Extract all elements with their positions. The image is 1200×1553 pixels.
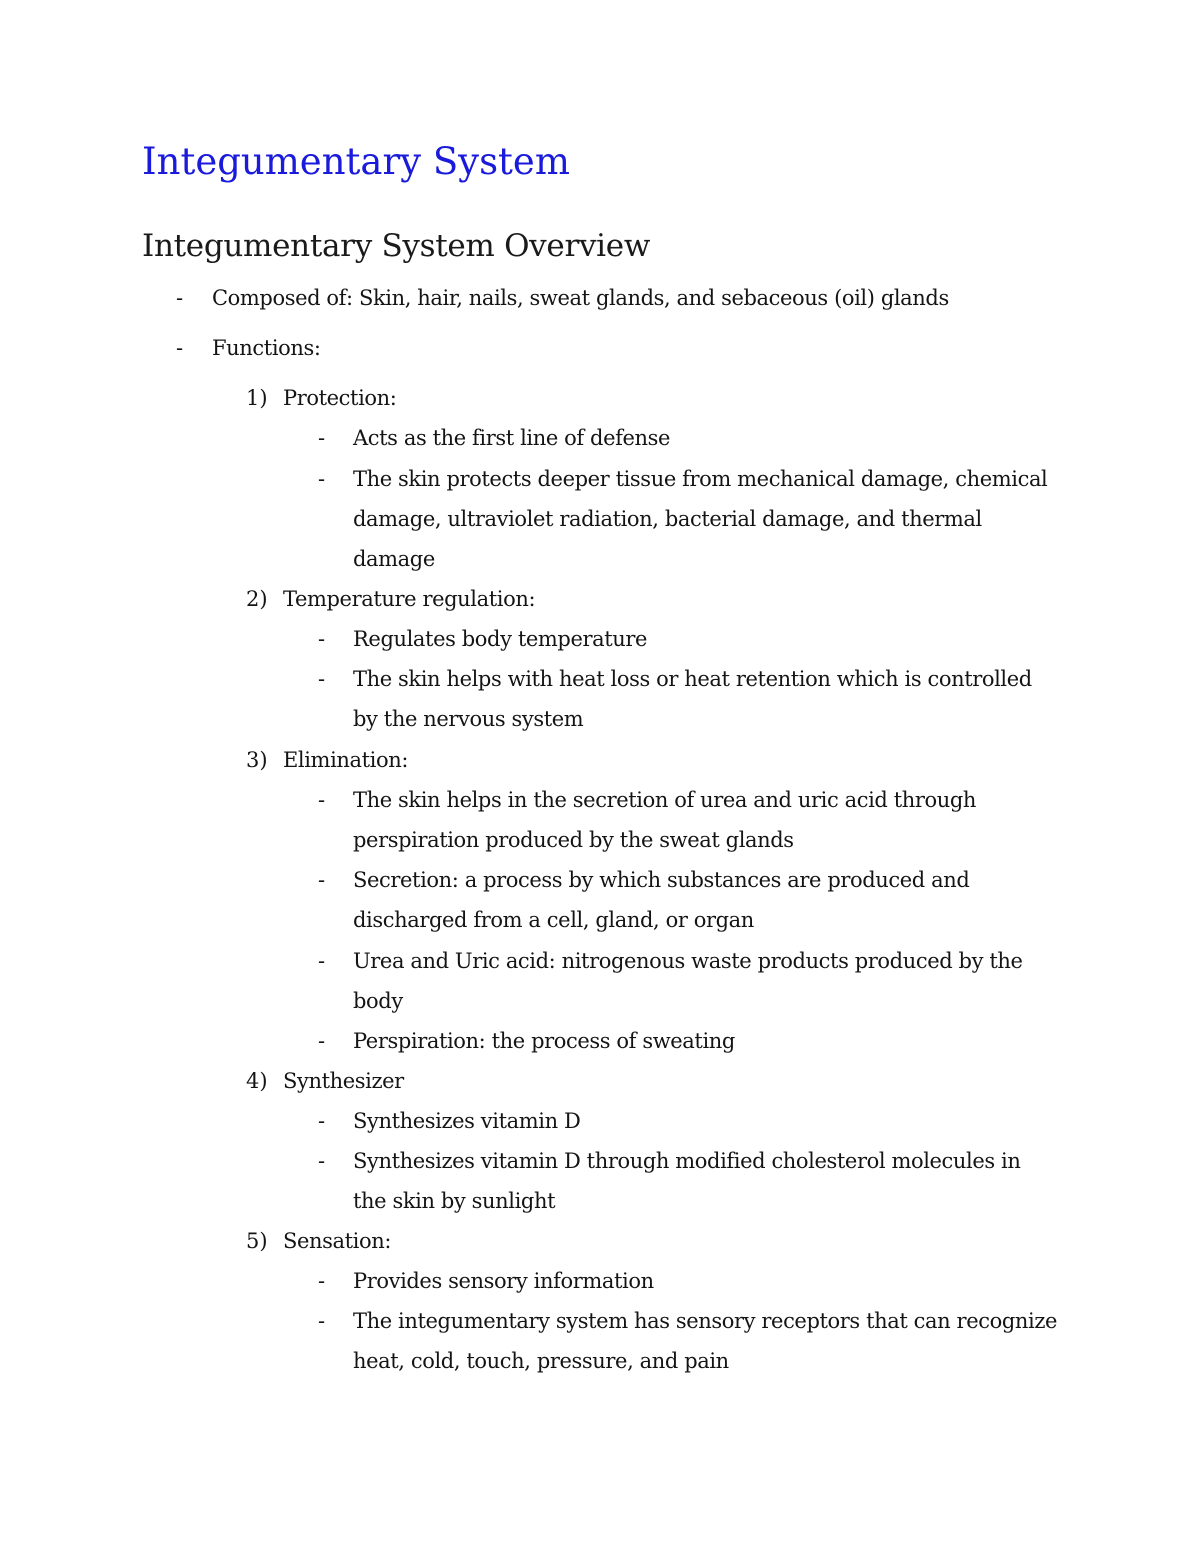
list-number: 2) [246, 587, 268, 611]
list-number: 4) [246, 1069, 268, 1093]
bullet-marker: - [318, 1109, 326, 1133]
list-item: Synthesizes vitamin D [353, 1109, 581, 1133]
function-label: Sensation: [283, 1229, 392, 1253]
function-label: Temperature regulation: [283, 587, 536, 611]
list-item: Perspiration: the process of sweating [353, 1029, 735, 1053]
function-label: Elimination: [283, 748, 409, 772]
list-number: 3) [246, 748, 268, 772]
list-number: 5) [246, 1229, 268, 1253]
bullet-marker: - [318, 1029, 326, 1053]
list-item-continuation: perspiration produced by the sweat glands [353, 828, 794, 852]
section-heading: Integumentary System Overview [142, 228, 651, 264]
composed-of-text: Composed of: Skin, hair, nails, sweat glands, and sebaceous (oil) glands [212, 286, 949, 310]
list-item: Urea and Uric acid: nitrogenous waste products produced by the [353, 949, 1023, 973]
bullet-marker: - [318, 467, 326, 491]
list-item-continuation: body [353, 989, 403, 1013]
list-item: Secretion: a process by which substances are produced and [353, 868, 970, 892]
bullet-marker: - [318, 1269, 326, 1293]
list-item-continuation: by the nervous system [353, 707, 584, 731]
bullet-marker: - [318, 1149, 326, 1173]
list-item-continuation: damage [353, 547, 435, 571]
list-item: The integumentary system has sensory receptors that can recognize [353, 1309, 1058, 1333]
bullet-marker: - [318, 788, 326, 812]
bullet-marker: - [318, 1309, 326, 1333]
list-item: Provides sensory information [353, 1269, 654, 1293]
list-item-continuation: the skin by sunlight [353, 1189, 556, 1213]
list-item: The skin helps with heat loss or heat retention which is controlled [353, 667, 1032, 691]
list-number: 1) [246, 386, 268, 410]
list-item: Acts as the first line of defense [353, 426, 671, 450]
bullet-marker: - [176, 286, 184, 310]
bullet-marker: - [318, 868, 326, 892]
bullet-marker: - [318, 627, 326, 651]
function-label: Synthesizer [283, 1069, 404, 1093]
list-item-continuation: heat, cold, touch, pressure, and pain [353, 1349, 729, 1373]
bullet-marker: - [318, 426, 326, 450]
list-item: The skin protects deeper tissue from mechanical damage, chemical [353, 467, 1048, 491]
bullet-marker: - [318, 949, 326, 973]
function-label: Protection: [283, 386, 397, 410]
list-item: The skin helps in the secretion of urea and uric acid through [353, 788, 977, 812]
bullet-marker: - [318, 667, 326, 691]
list-item: Regulates body temperature [353, 627, 648, 651]
list-item: Synthesizes vitamin D through modified cholesterol molecules in [353, 1149, 1021, 1173]
functions-text: Functions: [212, 336, 321, 360]
document-title: Integumentary System [142, 140, 570, 183]
bullet-marker: - [176, 336, 184, 360]
list-item-continuation: damage, ultraviolet radiation, bacterial damage, and thermal [353, 507, 982, 531]
list-item-continuation: discharged from a cell, gland, or organ [353, 908, 754, 932]
